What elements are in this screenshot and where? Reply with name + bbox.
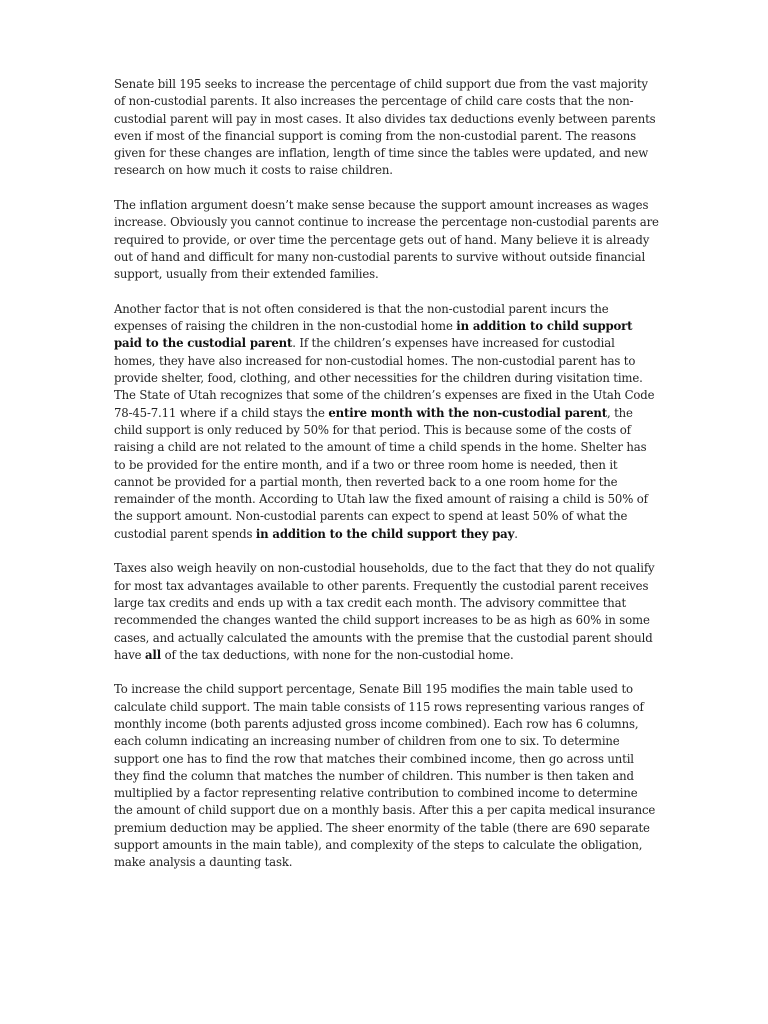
paragraph-4-emphasis: all <box>144 647 161 662</box>
paragraph-3-text-b: . If the children’s expenses have increased for custodial homes, they have also increased for non-custodial homes. The non-custodial parent has to provide shelter, food, clothing, and other necessities for the children during visitation time. The State of Utah recognizes that some of the children’s expenses are fixed in the Utah Code 78-45-7.11 where if a child stays the <box>114 336 655 420</box>
paragraph-1-text: Senate bill 195 seeks to increase the percentage of child support due from the vast majority of non-custodial parents. It also increases the percentage of child care costs that the non-custodial parent will pay in most cases. It also divides tax deductions evenly between parents even if most of the financial support is coming from the non-custodial parent. The reasons given for these changes are inflation, length of time since the tables were updated, and new research on how much it costs to raise children. <box>114 77 656 178</box>
paragraph-2 <box>114 197 659 283</box>
document-body <box>114 76 659 889</box>
paragraph-3-text-c: , the child support is only reduced by 50% for that period. This is because some of the costs of raising a child are not related to the amount of time a child spends in the home. Shelter has to be provided for the entire month, and if a two or three room home is needed, then it cannot be provided for a partial month, then reverted back to a one room home for the remainder of the month. According to Utah law the fixed amount of raising a child is 50% of the support amount. Non-custodial parents can expect to spend at least 50% of what the custodial parent spends <box>114 405 648 541</box>
paragraph-3-text-a: Another factor that is not often considered is that the non-custodial parent incurs the expenses of raising the children in the non-custodial home <box>114 301 609 334</box>
paragraph-1 <box>114 76 659 180</box>
paragraph-2-text: The inflation argument doesn’t make sense because the support amount increases as wages increase. Obviously you cannot continue to increase the percentage non-custodial parents are required to provide, or over time the percentage gets out of hand. Many believe it is already out of hand and difficult for many non-custodial parents to survive without outside financial support, usually from their extended families. <box>114 198 659 282</box>
paragraph-3-text-d: . <box>514 526 518 541</box>
paragraph-5 <box>114 681 659 871</box>
paragraph-4 <box>114 560 659 664</box>
paragraph-3-emphasis-b: entire month with the non-custodial parent <box>328 405 607 420</box>
paragraph-5-text: To increase the child support percentage, Senate Bill 195 modifies the main table used to calculate child support. The main table consists of 115 rows representing various ranges of monthly income (both parents adjusted gross income combined). Each row has 6 columns, each column indicating an increasing number of children from one to six. To determine support one has to find the row that matches their combined income, then go across until they find the column that matches the number of children. This number is then taken and multiplied by a factor representing relative contribution to combined income to determine the amount of child support due on a monthly basis. After this a per capita medical insurance premium deduction may be applied. The sheer enormity of the table (there are 690 separate support amounts in the main table), and complexity of the steps to calculate the obligation, make analysis a daunting task. <box>114 682 656 870</box>
paragraph-4-text-a: Taxes also weigh heavily on non-custodial households, due to the fact that they do not qualify for most tax advantages available to other parents. Frequently the custodial parent receives large tax credits and ends up with a tax credit each month. The advisory committee that recommended the changes wanted the child support increases to be as high as 60% in some cases, and actually calculated the amounts with the premise that the custodial parent should have <box>114 561 655 662</box>
paragraph-3-emphasis-a: in addition to child support paid to the custodial parent <box>114 319 633 351</box>
paragraph-4-text-b: of the tax deductions, with none for the non-custodial home. <box>161 647 514 662</box>
paragraph-3 <box>114 301 659 543</box>
paragraph-3-emphasis-c: in addition to the child support they pay <box>255 526 515 541</box>
